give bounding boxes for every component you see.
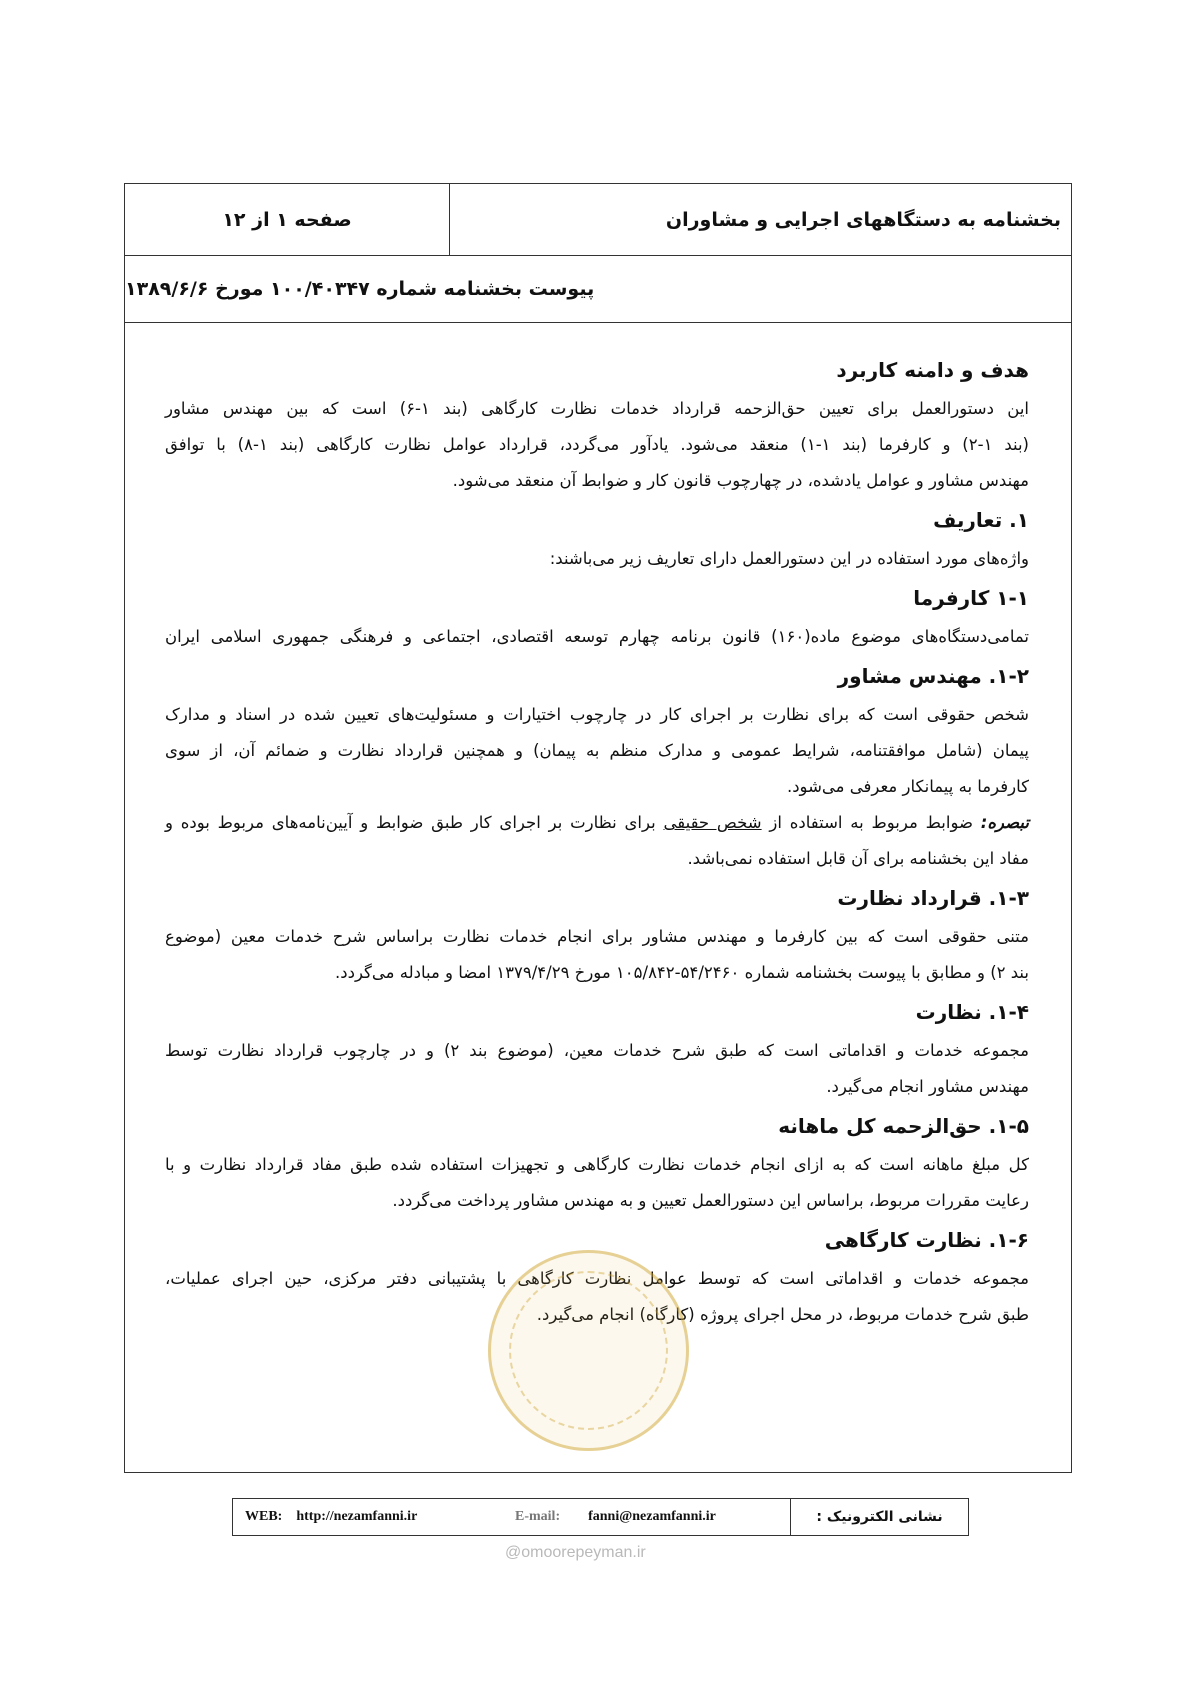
- paragraph-line: طبق شرح خدمات مربوط، در محل اجرای پروژه (کارگاه) انجام می‌گیرد.: [536, 1305, 1029, 1324]
- email-link[interactable]: fanni@nezamfanni.ir: [588, 1509, 716, 1524]
- seal-stamp-icon: [488, 1250, 689, 1451]
- paragraph-line: متنی حقوقی است که بین کارفرما و مهندس مشاور برای انجام خدمات نظارت براساس شرح خدمات معین (موضوع: [165, 927, 1029, 946]
- note-paragraph: [165, 805, 1029, 841]
- paragraph-line: تمامی‌دستگاه‌های موضوع ماده(۱۶۰) قانون برنامه چهارم توسعه اقتصادی، اجتماعی و فرهنگی جمهوری اسلامی ایران: [165, 627, 1029, 646]
- header-row: [125, 184, 1071, 256]
- section-title-definitions: ۱. تعاریف: [933, 508, 1029, 532]
- note-text: برای نظارت بر اجرای کار طبق ضوابط و آیین‌نامه‌های مربوط بوده و: [165, 813, 664, 832]
- section-title-employer: ۱-۱ کارفرما: [913, 586, 1029, 610]
- note-text: ضوابط مربوط به استفاده از: [761, 813, 981, 832]
- paragraph-line: شخص حقوقی است که برای نظارت بر اجرای کار در چارچوب اختیارات و مسئولیت‌های تعیین شده در اسناد و مدارک: [165, 705, 1029, 724]
- paragraph-line: مجموعه خدمات و اقداماتی است که طبق شرح خدمات معین، (موضوع بند ۲) و در چارچوب قرارداد نظارت توسط: [165, 1041, 1030, 1060]
- section-title-site-supervision: ۱-۶. نظارت کارگاهی: [824, 1228, 1029, 1252]
- paragraph-line: این دستورالعمل برای تعیین حق‌الزحمه قرارداد خدمات نظارت کارگاهی (بند ۱-۶) است که بین مهندس مشاور: [165, 399, 1029, 418]
- paragraph-line: بند ۲) و مطابق با پیوست بخشنامه شماره ۵۴/۲۴۶۰-۱۰۵/۸۴۲ مورخ ۱۳۷۹/۴/۲۹ امضا و مبادله می‌گردد.: [335, 963, 1029, 982]
- web-label: WEB:: [245, 1509, 283, 1524]
- watermark-text: @omoorepeyman.ir: [505, 1544, 646, 1561]
- web-link[interactable]: http://nezamfanni.ir: [296, 1509, 418, 1524]
- document-body: [165, 349, 1029, 1333]
- paragraph-line: مهندس مشاور انجام می‌گیرد.: [826, 1077, 1029, 1096]
- paragraph-line: مهندس مشاور و عوامل یادشده، در چهارچوب قانون کار و ضوابط آن منعقد می‌شود.: [452, 471, 1029, 490]
- seal-inner-ring: [509, 1271, 668, 1430]
- paragraph-line: مجموعه خدمات و اقداماتی است که توسط عوامل نظارت کارگاهی با پشتیبانی دفتر مرکزی، حین اجرای عملیات،: [165, 1269, 1029, 1288]
- page-number: صفحه ۱ از ۱۲: [125, 184, 450, 255]
- section-title-supervision: ۱-۴. نظارت: [915, 1000, 1029, 1024]
- document-title: بخشنامه به دستگاههای اجرایی و مشاوران: [665, 208, 1061, 231]
- paragraph-line: پیمان (شامل موافقتنامه، شرایط عمومی و مدارک منظم به پیمان) و همچنین قرارداد نظارت و ضمائم آن، از سوی: [165, 741, 1029, 760]
- paragraph-line: کارفرما به پیمانکار معرفی می‌شود.: [786, 777, 1029, 796]
- section-title-contract: ۱-۳. قرارداد نظارت: [837, 886, 1029, 910]
- paragraph-line: (بند ۱-۲) و کارفرما (بند ۱-۱) منعقد می‌شود. یادآور می‌گردد، قرارداد عوامل نظارت کارگاهی (بند ۱-۸) با توافق: [165, 435, 1029, 454]
- paragraph-line: مفاد این بخشنامه برای آن قابل استفاده نمی‌باشد.: [687, 849, 1029, 868]
- note-label: تبصره:: [980, 813, 1030, 832]
- footer-email: [515, 1499, 716, 1535]
- paragraph-line: واژه‌های مورد استفاده در این دستورالعمل دارای تعاریف زیر می‌باشند:: [549, 549, 1029, 568]
- footer-label: نشانی الکترونیک :: [790, 1499, 968, 1535]
- paragraph-line: کل مبلغ ماهانه است که به ازای انجام خدمات نظارت کارگاهی و تجهیزات استفاده شده طبق مفاد قرارداد نظارت و با: [165, 1155, 1029, 1174]
- section-title-monthly-fee: ۱-۵. حق‌الزحمه کل ماهانه: [778, 1114, 1029, 1138]
- footer-web: [245, 1499, 417, 1535]
- note-underlined-text: شخص حقیقی: [663, 813, 762, 832]
- document-subtitle: پیوست بخشنامه شماره ۱۰۰/۴۰۳۴۷ مورخ ۱۳۸۹/۶/۶: [125, 256, 1071, 323]
- section-title-goal: هدف و دامنه کاربرد: [836, 358, 1029, 382]
- footer-contact: [232, 1498, 969, 1536]
- email-label: E-mail:: [515, 1509, 561, 1524]
- paragraph-line: رعایت مقررات مربوط، براساس این دستورالعمل تعیین و به مهندس مشاور پرداخت می‌گردد.: [392, 1191, 1029, 1210]
- section-title-consultant: ۱-۲. مهندس مشاور: [837, 664, 1029, 688]
